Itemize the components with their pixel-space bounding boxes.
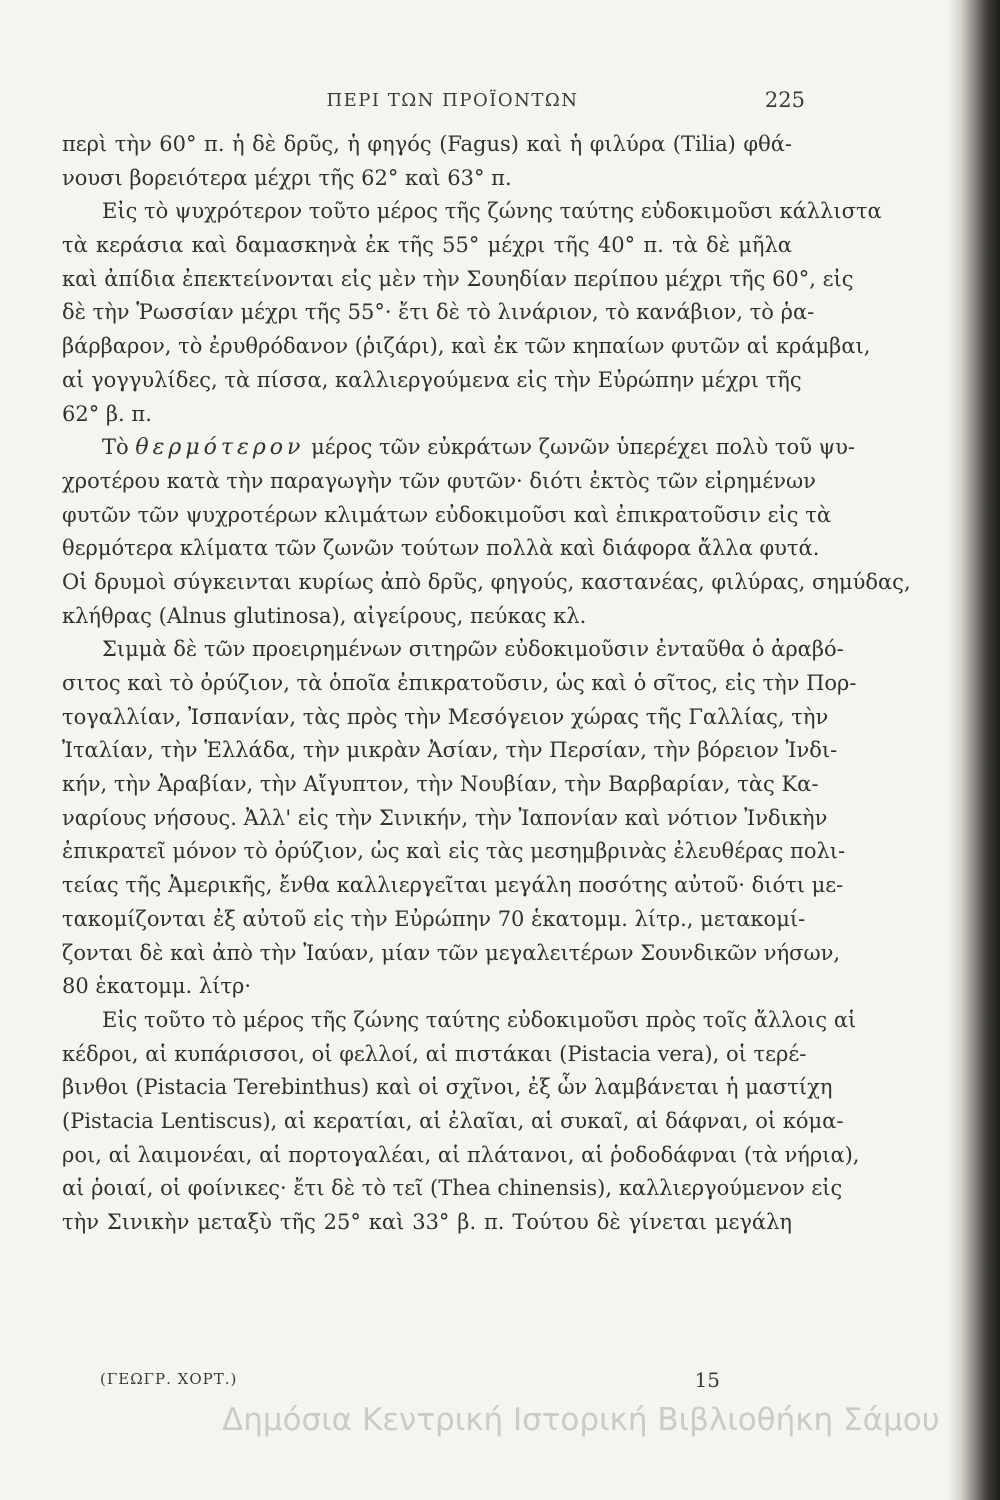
sheet-number: 15 (694, 1368, 720, 1392)
text-line: Οἱ δρυμοὶ σύγκεινται κυρίως ἀπὸ δρῦς, φηγούς, καστανέας, φιλύρας, σημύδας, (62, 569, 911, 594)
text-line-emphasis (62, 431, 855, 465)
emphasis-prefix: Τὸ (102, 435, 129, 460)
text-line: τείας τῆς Ἀμερικῆς, ἔνθα καλλιεργεῖται μεγάλη ποσότης αὐτοῦ· διότι με- (62, 873, 844, 898)
text-line: τὰ κεράσια καὶ δαμασκηνὰ ἐκ τῆς 55° μέχρι τῆς 40° π. τὰ δὲ μῆλα (62, 233, 792, 258)
text-line: σιτος καὶ τὸ ὀρύζιον, τὰ ὁποῖα ἐπικρατοῦσιν, ὡς καὶ ὁ σῖτος, εἰς τὴν Πορ- (62, 671, 857, 695)
text-line: χροτέρου κατὰ τὴν παραγωγὴν τῶν φυτῶν· διότι ἐκτὸς τῶν εἰρημένων (62, 468, 816, 493)
text-line: θερμότερα κλίματα τῶν ζωνῶν τούτων πολλὰ καὶ διάφορα ἄλλα φυτά. (62, 536, 820, 561)
printer-signature: (ΓΕΩΓΡ. ΧΟΡΤ.) (100, 1370, 238, 1388)
text-line: ροι, αἱ λαιμονέαι, αἱ πορτογαλέαι, αἱ πλάτανοι, αἱ ῥοδοδάφναι (τὰ νήρια), (62, 1142, 860, 1167)
text-line: Εἰς τοῦτο τὸ μέρος τῆς ζώνης ταύτης εὐδοκιμοῦσι πρὸς τοῖς ἄλλοις αἱ (102, 1007, 857, 1032)
text-line: αἱ γογγυλίδες, τὰ πίσσα, καλλιεργούμενα εἰς τὴν Εὐρώπην μέχρι τῆς (62, 367, 802, 392)
text-line: περὶ τὴν 60° π. ἡ δὲ δρῦς, ἡ φηγός (Fagus) καὶ ἡ φιλύρα (Tilia) φθά- (62, 132, 792, 156)
text-line: βινθοι (Pistacia Terebinthus) καὶ οἱ σχῖνοι, ἐξ ὧν λαμβάνεται ἡ μαστίχη (62, 1075, 833, 1100)
text-line: νουσι βορειότερα μέχρι τῆς 62° καὶ 63° π. (62, 165, 512, 190)
text-line: ζονται δὲ καὶ ἀπὸ τὴν Ἰαύαν, μίαν τῶν μεγαλειτέρων Σουνδικῶν νήσων, (62, 940, 841, 965)
text-line: 80 ἑκατομμ. λίτρ· (62, 974, 252, 999)
body-text (62, 128, 911, 1240)
text-line: Σιμμὰ δὲ τῶν προειρημένων σιτηρῶν εὐδοκιμοῦσιν ἐνταῦθα ὁ ἀραβό- (102, 637, 844, 662)
library-watermark: Δημόσια Κεντρική Ιστορική Βιβλιοθήκη Σάμου (222, 1402, 940, 1438)
text-line: ναρίους νήσους. Ἀλλ' εἰς τὴν Σινικήν, τὴν Ἰαπονίαν καὶ νότιον Ἰνδικὴν (62, 805, 828, 830)
text-line: κήν, τὴν Ἀραβίαν, τὴν Αἴγυπτον, τὴν Νουβίαν, τὴν Βαρβαρίαν, τὰς Κα- (62, 772, 819, 797)
text-line: Ἰταλίαν, τὴν Ἑλλάδα, τὴν μικρὰν Ἀσίαν, τὴν Περσίαν, τὴν βόρειον Ἰνδι- (62, 738, 838, 763)
text-line: τὴν Σινικὴν μεταξὺ τῆς 25° καὶ 33° β. π. Τούτου δὲ γίνεται μεγάλη (62, 1210, 792, 1234)
running-title: ΠΕΡΙ ΤΩΝ ΠΡΟΪΟΝΤΩΝ (326, 90, 579, 111)
text-line: 62° β. π. (62, 401, 152, 426)
page-curl-shadow (948, 0, 960, 1500)
text-line: αἱ ῥοιαί, οἱ φοίνικες· ἔτι δὲ τὸ τεῖ (Thea chinensis), καλλιεργούμενον εἰς (62, 1176, 843, 1201)
text-line: κέδροι, αἱ κυπάρισσοι, οἱ φελλοί, αἱ πιστάκαι (Pistacia vera), οἱ τερέ- (62, 1041, 807, 1066)
text-line: καὶ ἀπίδια ἐπεκτείνονται εἰς μὲν τὴν Σουηδίαν περίπου μέχρι τῆς 60°, εἰς (62, 266, 854, 291)
page-footer (100, 1364, 720, 1404)
text-line: τογαλλίαν, Ἰσπανίαν, τὰς πρὸς τὴν Μεσόγειον χώρας τῆς Γαλλίας, τὴν (62, 704, 829, 729)
text-line: κλήθρας (Alnus glutinosa), αἰγείρους, πεύκας κλ. (62, 603, 587, 628)
text-line: δὲ τὴν Ῥωσσίαν μέχρι τῆς 55°· ἔτι δὲ τὸ λινάριον, τὸ κανάβιον, τὸ ῥα- (62, 300, 815, 325)
text-line: Εἰς τὸ ψυχρότερον τοῦτο μέρος τῆς ζώνης ταύτης εὐδοκιμοῦσι κάλλιστα (102, 199, 882, 224)
text-line: τακομίζονται ἐξ αὐτοῦ εἰς τὴν Εὐρώπην 70 ἑκατομμ. λίτρ., μετακομί- (62, 906, 806, 931)
book-spine-edge (960, 0, 1000, 1500)
text-line: φυτῶν τῶν ψυχροτέρων κλιμάτων εὐδοκιμοῦσι καὶ ἐπικρατοῦσιν εἰς τὰ (62, 502, 832, 527)
text-line: ἐπικρατεῖ μόνον τὸ ὀρύζιον, ὡς καὶ εἰς τὰς μεσημβρινὰς ἐλευθέρας πολι- (62, 839, 846, 864)
emphasis-rest: μέρος τῶν εὐκράτων ζωνῶν ὑπερέχει πολὺ τοῦ ψυ- (311, 435, 855, 460)
text-line: (Pistacia Lentiscus), αἱ κερατίαι, αἱ ἐλαῖαι, αἱ συκαῖ, αἱ δάφναι, οἱ κόμα- (62, 1108, 844, 1133)
emphasis-word: θερμότερον (135, 435, 305, 461)
page-header (100, 86, 805, 118)
text-line: βάρβαρον, τὸ ἐρυθρόδανον (ῥιζάρι), καὶ ἐκ τῶν κηπαίων φυτῶν αἱ κράμβαι, (62, 334, 871, 359)
page-number: 225 (764, 88, 805, 112)
